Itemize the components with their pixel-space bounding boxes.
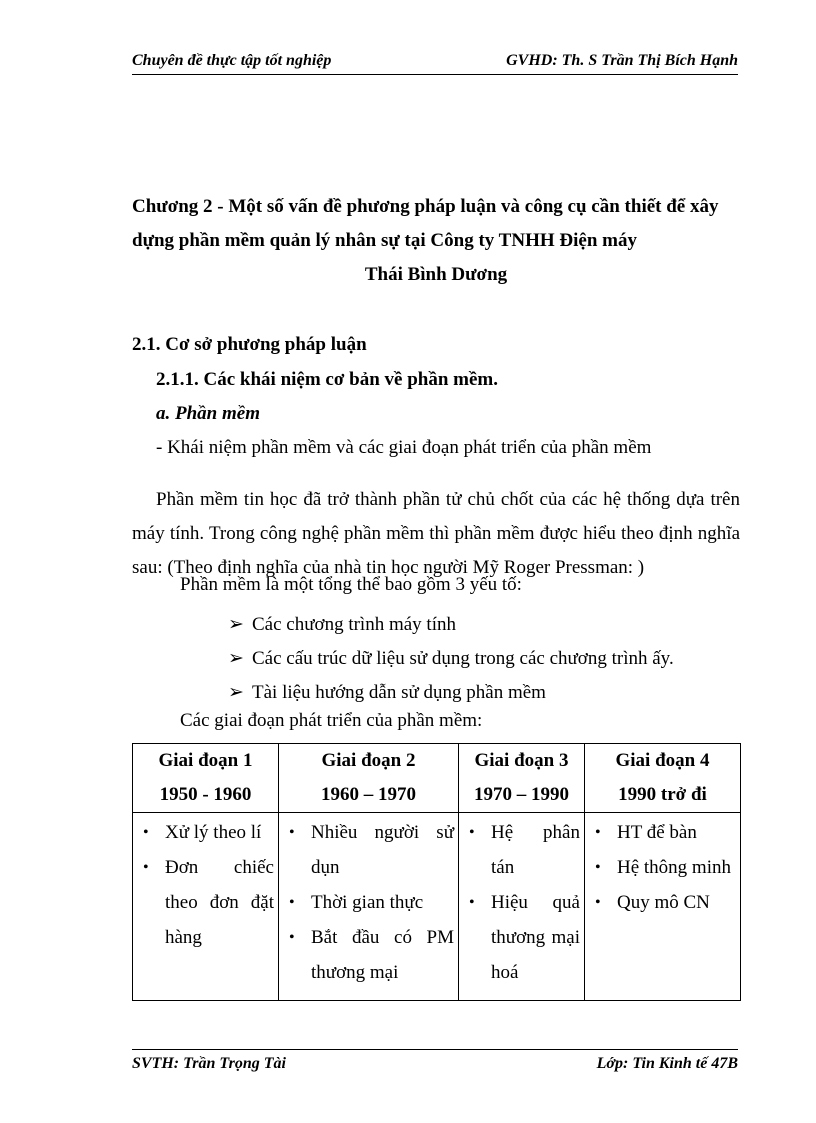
arrow-bullet-icon: ➢ (228, 614, 244, 635)
table-header-stage-3: Giai đoạn 3 1970 – 1990 (459, 744, 585, 813)
table-cell-stage-4 (585, 813, 741, 1001)
software-definition-paragraph: Phần mềm tin học đã trở thành phần tử chủ chốt của các hệ thống dựa trên máy tính. Trong công nghệ phần mềm thì phần mềm được hiểu theo định nghĩa sau: (Theo định nghĩa của nhà tin học người Mỹ Roger Pressman: ) (132, 489, 740, 578)
list-item: ➢ Các cấu trúc dữ liệu sử dụng trong các chương trình ấy. (228, 642, 674, 676)
list-item: • Hiệu quả thương mại hoá (463, 885, 580, 990)
table-cell-stage-3 (459, 813, 585, 1001)
stages-intro: Các giai đoạn phát triển của phần mềm: (180, 710, 483, 731)
list-item: • HT để bàn (589, 815, 736, 850)
list-item: ➢ Tài liệu hướng dẫn sử dụng phần mềm (228, 676, 674, 710)
page-footer (132, 1049, 738, 1076)
elements-list (228, 608, 674, 710)
table-cell-stage-1 (133, 813, 279, 1001)
table-cell-stage-2 (279, 813, 459, 1001)
arrow-bullet-icon: ➢ (228, 648, 244, 669)
page-header (132, 52, 738, 75)
list-item: • Hệ phân tán (463, 815, 580, 885)
subsubsection-heading: a. Phần mềm (156, 403, 260, 424)
table-header-stage-2: Giai đoạn 2 1960 – 1970 (279, 744, 459, 813)
stages-table (132, 743, 741, 1001)
list-item: ➢ Các chương trình máy tính (228, 608, 674, 642)
list-item: • Quy mô CN (589, 885, 736, 920)
table-header-stage-1: Giai đoạn 1 1950 - 1960 (133, 744, 279, 813)
chapter-title-line-3: Thái Bình Dương (364, 264, 508, 285)
chapter-title (132, 190, 740, 292)
arrow-bullet-icon: ➢ (228, 682, 244, 703)
list-item: • Bắt đầu có PM thương mại (283, 920, 454, 990)
list-item: • Thời gian thực (283, 885, 454, 920)
footer-right: Lớp: Tin Kinh tế 47B (596, 1055, 738, 1072)
concept-intro: - Khái niệm phần mềm và các giai đoạn phát triển của phần mềm (156, 437, 652, 458)
table-row (133, 813, 741, 1001)
footer-left: SVTH: Trần Trọng Tài (132, 1055, 286, 1072)
header-right: GVHD: Th. S Trần Thị Bích Hạnh (506, 52, 738, 69)
list-item: • Xử lý theo lí (137, 815, 274, 850)
subsection-heading: 2.1.1. Các khái niệm cơ bản về phần mềm. (156, 369, 498, 390)
chapter-title-line-2: dựng phần mềm quản lý nhân sự tại Công ty TNHH Điện máy (132, 230, 637, 251)
section-heading: 2.1. Cơ sở phương pháp luận (132, 334, 367, 355)
list-item: • Nhiều người sử dụn (283, 815, 454, 885)
chapter-title-line-1: Chương 2 - Một số vấn đề phương pháp luận và công cụ cần thiết để xây (132, 196, 719, 217)
table-header-stage-4: Giai đoạn 4 1990 trở đi (585, 744, 741, 813)
list-item: • Đơn chiếc theo đơn đặt hàng (137, 850, 274, 955)
three-elements-intro: Phần mềm là một tổng thể bao gồm 3 yếu tố: (180, 574, 522, 595)
header-left: Chuyên đề thực tập tốt nghiệp (132, 52, 332, 69)
list-item: • Hệ thông minh (589, 850, 736, 885)
